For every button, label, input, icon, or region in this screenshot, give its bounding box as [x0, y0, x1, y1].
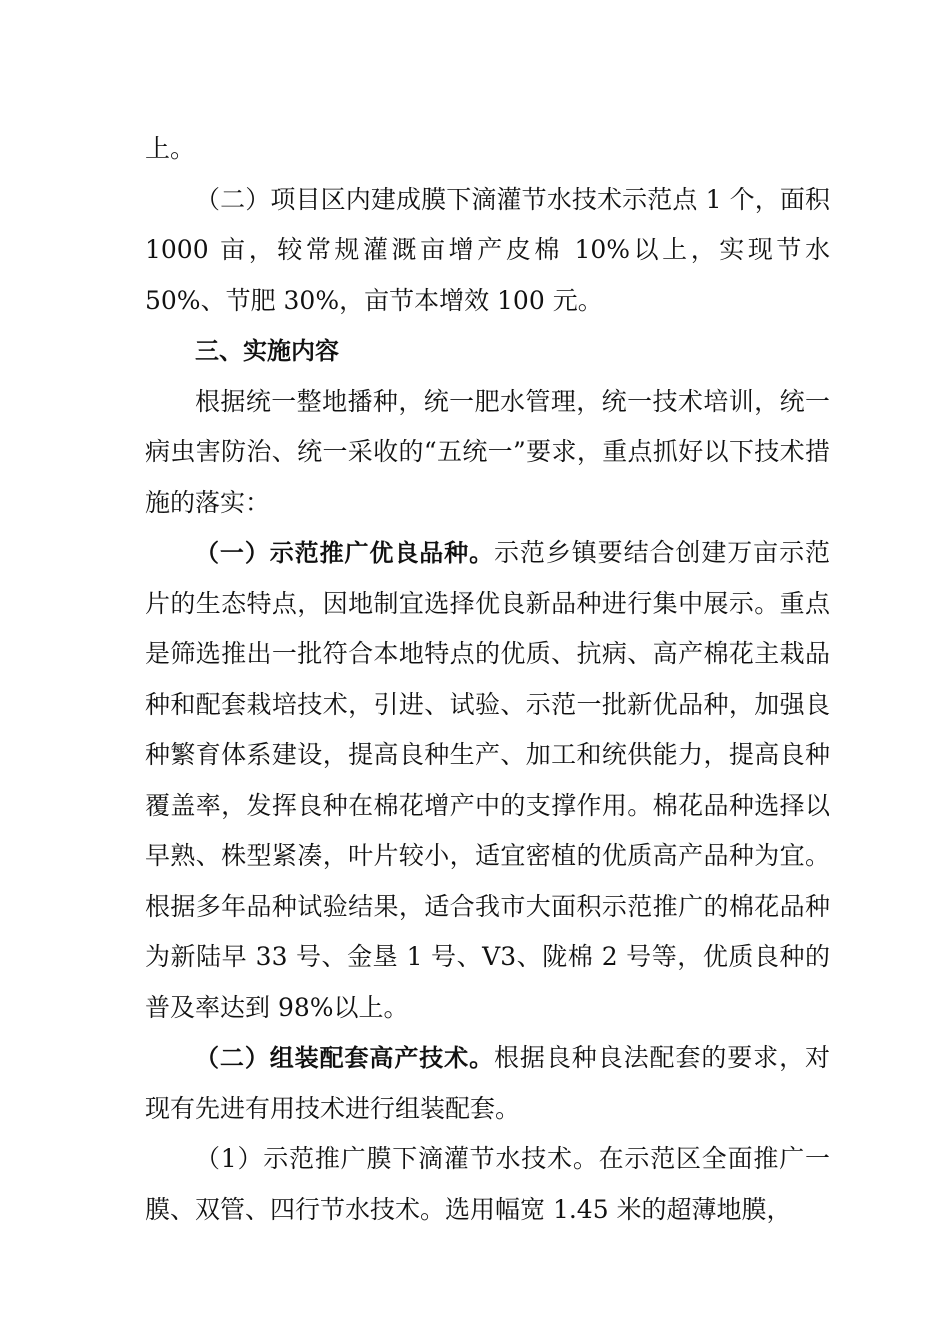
- paragraph-techniques-text: 根据良种良法配套的要求，对现有先进有用技术进行组装配套。: [145, 1043, 830, 1123]
- document-body: [145, 124, 830, 1235]
- subheading-varieties: （一）示范推广优良品种。: [195, 539, 494, 567]
- paragraph-varieties: [145, 528, 830, 1033]
- paragraph-techniques: [145, 1033, 830, 1134]
- paragraph-varieties-text: 示范乡镇要结合创建万亩示范片的生态特点，因地制宜选择优良新品种进行集中展示。重点是筛选推出一批符合本地特点的优质、抗病、高产棉花主栽品种和配套栽培技术，引进、试验、示范一批新优品种，加强良种繁育体系建设，提高良种生产、加工和统供能力，提高良种覆盖率，发挥良种在棉花增产中的支撑作用。棉花品种选择以早熟、株型紧凑，叶片较小，适宜密植的优质高产品种为宜。根据多年品种试验结果，适合我市大面积示范推广的棉花品种为新陆早 33 号、金垦 1 号、V3、陇棉 2 号等，优质良种的普及率达到 98%以上。: [145, 538, 830, 1022]
- paragraph-demo-site-target: （二）项目区内建成膜下滴灌节水技术示范点 1 个，面积 1000 亩，较常规灌溉亩增产皮棉 10%以上，实现节水 50%、节肥 30%，亩节本增效 100 元。: [145, 184, 830, 315]
- subheading-techniques: （二）组装配套高产技术。: [195, 1044, 494, 1072]
- paragraph-drip-irrigation: （1）示范推广膜下滴灌节水技术。在示范区全面推广一膜、双管、四行节水技术。选用幅宽 1.45 米的超薄地膜，: [145, 1144, 830, 1224]
- paragraph-continuation: 上。: [145, 134, 196, 163]
- section-heading-implementation: 三、实施内容: [195, 337, 339, 365]
- paragraph-five-unified: 根据统一整地播种，统一肥水管理，统一技术培训，统一病虫害防治、统一采收的“五统一”要求，重点抓好以下技术措施的落实：: [145, 386, 830, 517]
